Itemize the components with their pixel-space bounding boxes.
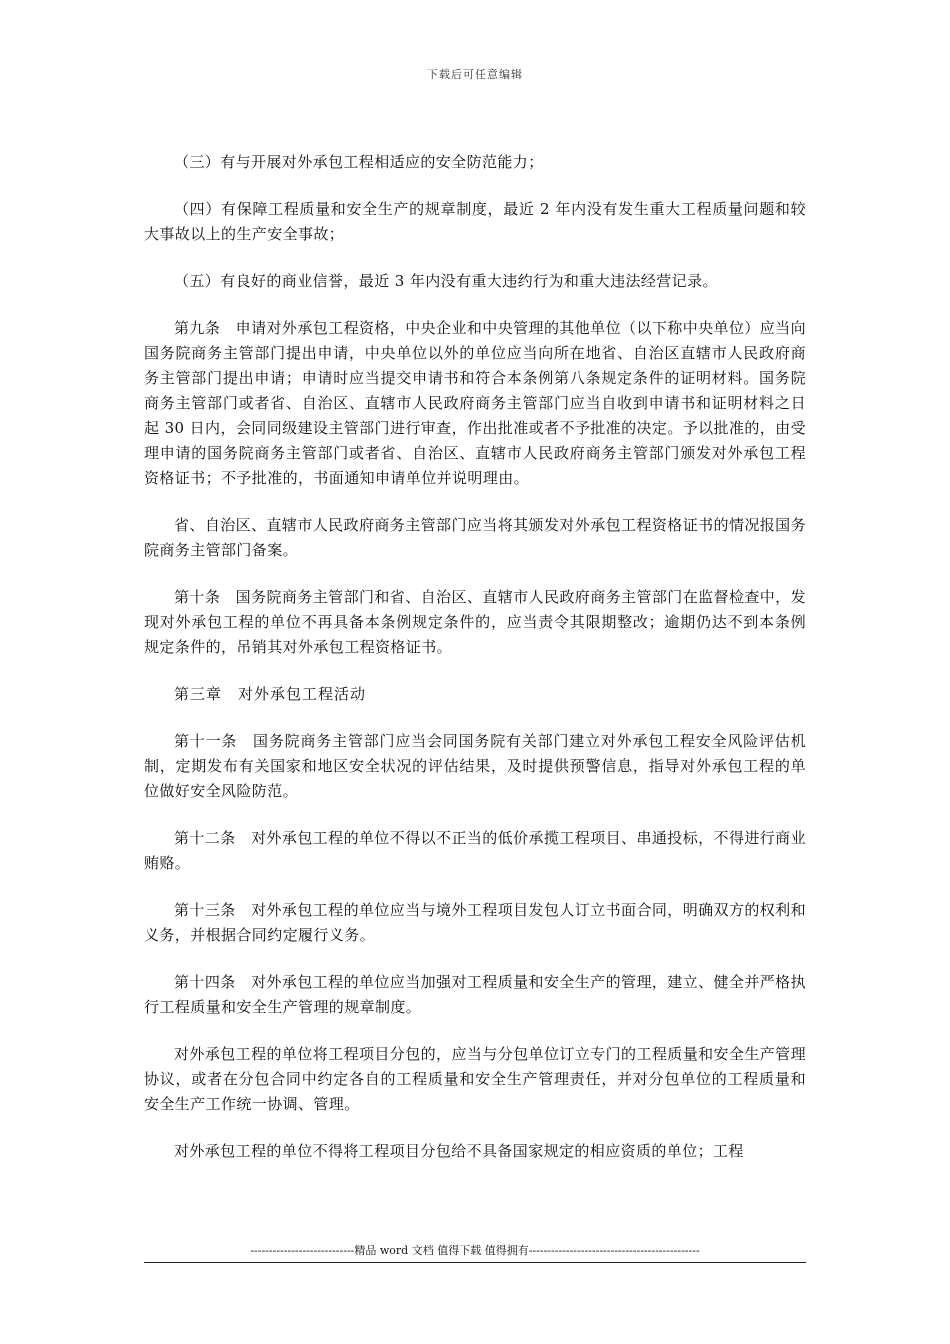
paragraph-article-14-restriction: 对外承包工程的单位不得将工程项目分包给不具备国家规定的相应资质的单位；工程 (174, 1142, 744, 1160)
page-header-note: 下载后可任意编辑 (427, 68, 523, 81)
paragraph-article-11: 第十一条 国务院商务主管部门应当会同国务院有关部门建立对外承包工程安全风险评估机制，定期发布有关国家和地区安全状况的评估结果，及时提供预警信息，指导对外承包工程的单位做好安全风险防范。 (144, 732, 806, 800)
paragraph-item-4: （四）有保障工程质量和安全生产的规章制度，最近 2 年内没有发生重大工程质量问题和较大事故以上的生产安全事故； (144, 200, 806, 243)
paragraph-article-14: 第十四条 对外承包工程的单位应当加强对工程质量和安全生产的管理，建立、健全并严格执行工程质量和安全生产管理的规章制度。 (144, 973, 806, 1016)
footer-note: ----------------------------精品 word 文档 值得下载 值得拥有---------------------------------------------- (250, 1244, 700, 1257)
paragraph-item-5: （五）有良好的商业信誉，最近 3 年内没有重大违约行为和重大违法经营记录。 (174, 272, 718, 290)
paragraph-article-14-subcontract: 对外承包工程的单位将工程项目分包的，应当与分包单位订立专门的工程质量和安全生产管理协议，或者在分包合同中约定各自的工程质量和安全生产管理责任，并对分包单位的工程质量和安全生产工作统一协调、管理。 (144, 1045, 806, 1113)
paragraph-article-13: 第十三条 对外承包工程的单位应当与境外工程项目发包人订立书面合同，明确双方的权利和义务，并根据合同约定履行义务。 (144, 901, 806, 944)
footer-divider (144, 1262, 806, 1263)
paragraph-article-12: 第十二条 对外承包工程的单位不得以不正当的低价承揽工程项目、串通投标，不得进行商业贿赂。 (144, 829, 806, 872)
document-body (144, 150, 806, 1186)
chapter-heading: 第三章 对外承包工程活动 (174, 685, 367, 703)
paragraph-article-10: 第十条 国务院商务主管部门和省、自治区、直辖市人民政府商务主管部门在监督检查中，发现对外承包工程的单位不再具备本条例规定条件的，应当责令其限期整改；逾期仍达不到本条例规定条件的，吊销其对外承包工程资格证书。 (144, 588, 806, 656)
paragraph-item-3: （三）有与开展对外承包工程相适应的安全防范能力； (174, 153, 544, 171)
paragraph-article-9-filing: 省、自治区、直辖市人民政府商务主管部门应当将其颁发对外承包工程资格证书的情况报国务院商务主管部门备案。 (144, 516, 806, 559)
paragraph-article-9: 第九条 申请对外承包工程资格，中央企业和中央管理的其他单位（以下称中央单位）应当向国务院商务主管部门提出申请，中央单位以外的单位应当向所在地省、自治区直辖市人民政府商务主管部门提出申请；申请时应当提交申请书和符合本条例第八条规定条件的证明材料。国务院商务主管部门或者省、自治区、直辖市人民政府商务主管部门应当自收到申请书和证明材料之日起 30 日内，会同同级建设主管部门进行审查，作出批准或者不予批准的决定。予以批准的，由受理申请的国务院商务主管部门或者省、自治区、直辖市人民政府商务主管部门颁发对外承包工程资格证书；不予批准的，书面通知申请单位并说明理由。 (144, 319, 806, 487)
page-footer (144, 1244, 806, 1263)
